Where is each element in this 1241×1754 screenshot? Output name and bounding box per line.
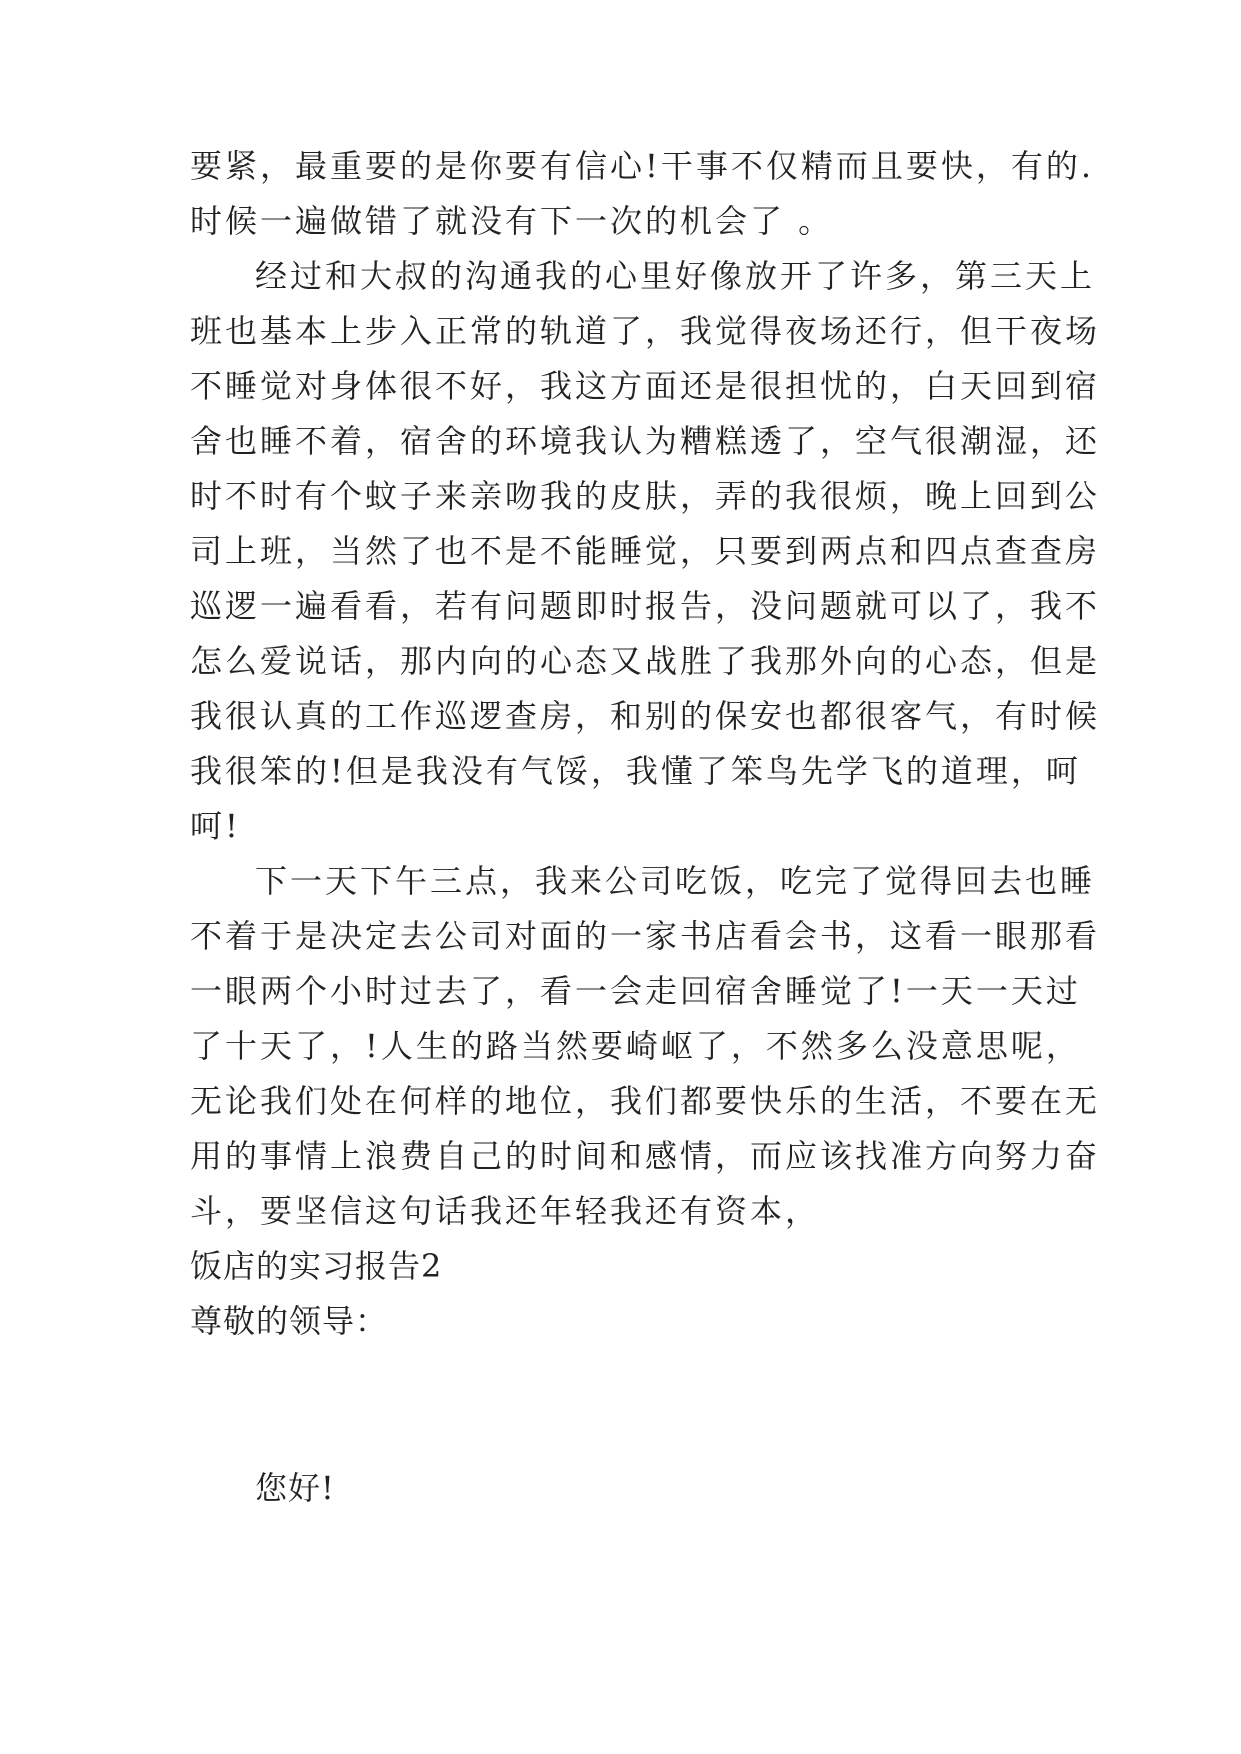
greeting: 您好! xyxy=(255,1469,335,1507)
section-title: 饭店的实习报告2 xyxy=(190,1247,443,1285)
paragraph-3-line-4: 了十天了，!人生的路当然要崎岖了，不然多么没意思呢， xyxy=(190,1027,1081,1065)
paragraph-3-line-7: 斗，要坚信这句话我还年轻我还有资本， xyxy=(190,1192,821,1230)
paragraph-1-line-1: 要紧，最重要的是你要有信心!干事不仅精而且要快，有的. xyxy=(190,147,1095,185)
paragraph-2-line-5: 时不时有个蚊子来亲吻我的皮肤，弄的我很烦，晚上回到公 xyxy=(190,477,1101,515)
paragraph-3-line-5: 无论我们处在何样的地位，我们都要快乐的生活，不要在无 xyxy=(190,1082,1101,1120)
paragraph-3-line-1: 下一天下午三点，我来公司吃饭，吃完了觉得回去也睡 xyxy=(255,862,1096,900)
paragraph-2-line-7: 巡逻一遍看看，若有问题即时报告，没问题就可以了，我不 xyxy=(190,587,1101,625)
paragraph-2-line-11: 呵! xyxy=(190,807,241,845)
paragraph-2-line-4: 舍也睡不着，宿舍的环境我认为糟糕透了，空气很潮湿，还 xyxy=(190,422,1101,460)
salutation: 尊敬的领导： xyxy=(190,1302,389,1340)
paragraph-2-line-8: 怎么爱说话，那内向的心态又战胜了我那外向的心态，但是 xyxy=(190,642,1101,680)
paragraph-2-line-2: 班也基本上步入正常的轨道了，我觉得夜场还行，但干夜场 xyxy=(190,312,1101,350)
paragraph-3-line-6: 用的事情上浪费自己的时间和感情，而应该找准方向努力奋 xyxy=(190,1137,1101,1175)
paragraph-2-line-3: 不睡觉对身体很不好，我这方面还是很担忧的，白天回到宿 xyxy=(190,367,1101,405)
paragraph-2-line-10: 我很笨的!但是我没有气馁，我懂了笨鸟先学飞的道理，呵 xyxy=(190,752,1081,790)
paragraph-3-line-2: 不着于是决定去公司对面的一家书店看会书，这看一眼那看 xyxy=(190,917,1101,955)
paragraph-1-line-2: 时候一遍做错了就没有下一次的机会了 。 xyxy=(190,202,834,240)
paragraph-2-line-9: 我很认真的工作巡逻查房，和别的保安也都很客气，有时候 xyxy=(190,697,1101,735)
paragraph-2-line-1: 经过和大叔的沟通我的心里好像放开了许多，第三天上 xyxy=(255,257,1096,295)
paragraph-2-line-6: 司上班，当然了也不是不能睡觉，只要到两点和四点查查房 xyxy=(190,532,1101,570)
paragraph-3-line-3: 一眼两个小时过去了，看一会走回宿舍睡觉了!一天一天过 xyxy=(190,972,1081,1010)
